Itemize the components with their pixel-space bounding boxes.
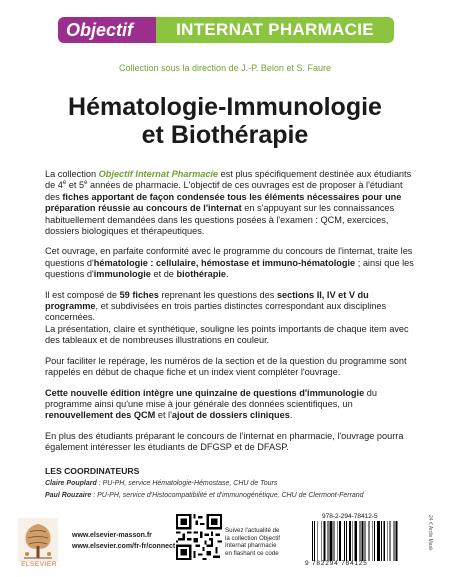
- coordinator-2: [45, 492, 364, 499]
- barcode-bar: [349, 521, 351, 561]
- barcode-bar: [352, 521, 353, 561]
- text: La collection: [45, 169, 99, 179]
- barcode-bar: [339, 521, 341, 561]
- caption-line: la collection Objectif: [225, 534, 281, 542]
- bold-text: sections II, IV et V du programme: [45, 289, 369, 312]
- paragraph-content: [45, 246, 415, 280]
- banner-objectif: [58, 17, 156, 43]
- qr-code-icon[interactable]: [176, 514, 222, 560]
- barcode-bar: [346, 521, 347, 561]
- bold-text: hématologie : cellulaire, hémostase et immuno-hématologie: [93, 257, 356, 268]
- barcode-bar: [337, 521, 338, 561]
- barcode-bar: [381, 521, 382, 561]
- barcode-bar: [362, 521, 364, 561]
- side-code: 24 € Ardis Mask: [427, 515, 433, 551]
- elsevier-tree-icon: [18, 518, 58, 562]
- bold-text: fiches apportant de façon condensée tous les éléments nécessaires pour une préparation réussie au concours de l'internat: [45, 191, 402, 214]
- barcode-bar: [344, 521, 345, 561]
- coordinator-name: Claire Pouplard: [45, 480, 97, 487]
- text: est plus spécifiquement destinée aux étudiants de 4: [45, 169, 412, 191]
- collection-directors: Collection sous la direction de J.-P. Belon et S. Faure: [119, 63, 331, 73]
- caption-line: Internat pharmacie: [225, 542, 277, 550]
- coordinator-role: : PU-PH, service d'Histocompatibilité et d'immunogénétique, CHU de Clermont-Ferrand: [91, 492, 364, 499]
- banner-internat-label: INTERNAT PHARMACIE: [176, 20, 374, 39]
- qr-code-caption: [225, 527, 295, 557]
- superscript: e: [62, 180, 67, 187]
- coordinator-role: : PU-PH, service Hématologie-Hémostase, CHU de Tours: [96, 480, 278, 487]
- text: La présentation, claire et synthétique, souligne les points importants de chaque item avec des tableaux et de nombreuses illustrations en couleur.: [45, 323, 409, 346]
- coordinator-name: Paul Rouzaire: [45, 492, 92, 499]
- superscript: e: [84, 180, 88, 187]
- barcode-bar: [396, 521, 398, 561]
- coordinators-heading: LES COORDINATEURS: [45, 466, 140, 476]
- barcode-bar: [324, 521, 326, 561]
- publisher-name: ELSEVIER: [21, 561, 57, 568]
- barcode-bar: [383, 521, 385, 561]
- title-line-1: Hématologie-Immunologie: [68, 93, 382, 121]
- barcode-bar: [365, 521, 366, 561]
- paragraph-structure: [45, 290, 415, 347]
- bold-text: Cette nouvelle édition intègre une quinzaine de questions d'immunologie: [45, 387, 365, 398]
- barcode-bar: [355, 521, 358, 561]
- barcode-bar: [321, 521, 322, 561]
- text: en s'appuyant sur les connaissances habituellement demandées dans les questions posées à l'examen : QCM, exercices, dossiers biologiques et thérapeutiques.: [45, 203, 395, 237]
- banner-objectif-label: Objectif: [66, 20, 134, 40]
- paragraph-new-edition: [45, 388, 415, 422]
- paragraph-audience: En plus des étudiants préparant le concours de l'internat en pharmacie, l'ouvrage pourra également intéresser les étudiants de DFGSP et de DFASP.: [45, 430, 404, 453]
- barcode-bar: [369, 521, 370, 561]
- bold-text: renouvellement des QCM: [45, 410, 156, 421]
- isbn-number: 978-2-294-78412-5: [322, 513, 378, 520]
- text: et de: [150, 269, 177, 280]
- text: années de pharmacie. L'objectif de ces ouvrages est de proposer à l'étudiant des: [45, 180, 403, 202]
- link-elsevier-masson[interactable]: www.elsevier-masson.fr: [72, 532, 152, 539]
- barcode-bar: [359, 521, 360, 561]
- banner-internat-pharmacie: [156, 17, 394, 43]
- link-elsevier-connect[interactable]: www.elsevier.com/fr-fr/connect: [72, 543, 176, 550]
- barcode-bar: [312, 521, 313, 561]
- publisher-links: [72, 530, 175, 552]
- barcode-bar: [390, 521, 391, 561]
- book-title: [0, 93, 450, 149]
- text: Cet ouvrage, en parfaite conformité avec le programme du concours de l'internat, traite les questions d': [45, 246, 413, 268]
- barcode-bar: [334, 521, 335, 561]
- barcode-bar: [387, 521, 388, 561]
- text: du programme ainsi qu'une mise à jour générale des données scientifiques, un: [45, 387, 377, 409]
- barcode-bar: [330, 521, 333, 561]
- barcode-bar: [314, 521, 315, 561]
- barcode-bar: [394, 521, 395, 561]
- caption-line: en flashant ce code: [225, 549, 279, 557]
- collection-name: Objectif Internat Pharmacie: [98, 169, 219, 179]
- bold-text: ajout de dossiers cliniques: [171, 410, 290, 421]
- text: .: [289, 410, 293, 421]
- text: , et subdivisées en trois parties distinctes correspondant aux disciplines concernées.: [45, 301, 387, 323]
- text: et l': [155, 410, 172, 421]
- paragraph-intro: [45, 169, 415, 237]
- barcode-bar: [377, 521, 380, 561]
- barcode-bar: [317, 521, 318, 561]
- paragraph-navigation: Pour faciliter le repérage, les numéros de la section et de la question du programme sont rappelés en début de chaque fiche et un index vient compléter l'ouvrage.: [45, 355, 407, 378]
- collection-banner: [0, 0, 450, 46]
- barcode-icon: [310, 521, 414, 561]
- barcode-bar: [374, 521, 375, 561]
- barcode-bar: [328, 521, 329, 561]
- barcode-bar: [372, 521, 373, 561]
- text: et 5: [66, 180, 85, 191]
- bold-text: immunologie: [93, 269, 151, 280]
- text: reprenant les questions des: [158, 289, 277, 300]
- back-cover-description: [45, 169, 415, 463]
- bold-text: biothérapie: [176, 269, 226, 280]
- caption-line: Suivez l'actualité de: [225, 527, 280, 534]
- bold-text: 59 fiches: [119, 289, 159, 300]
- title-line-2: et Biothérapie: [141, 121, 309, 149]
- text: Il est composé de: [45, 289, 120, 300]
- text: ; ainsi que les questions d': [45, 257, 414, 280]
- barcode-digits: 9 782294 784125: [305, 560, 368, 567]
- coordinator-1: [45, 480, 277, 487]
- text: .: [226, 269, 229, 280]
